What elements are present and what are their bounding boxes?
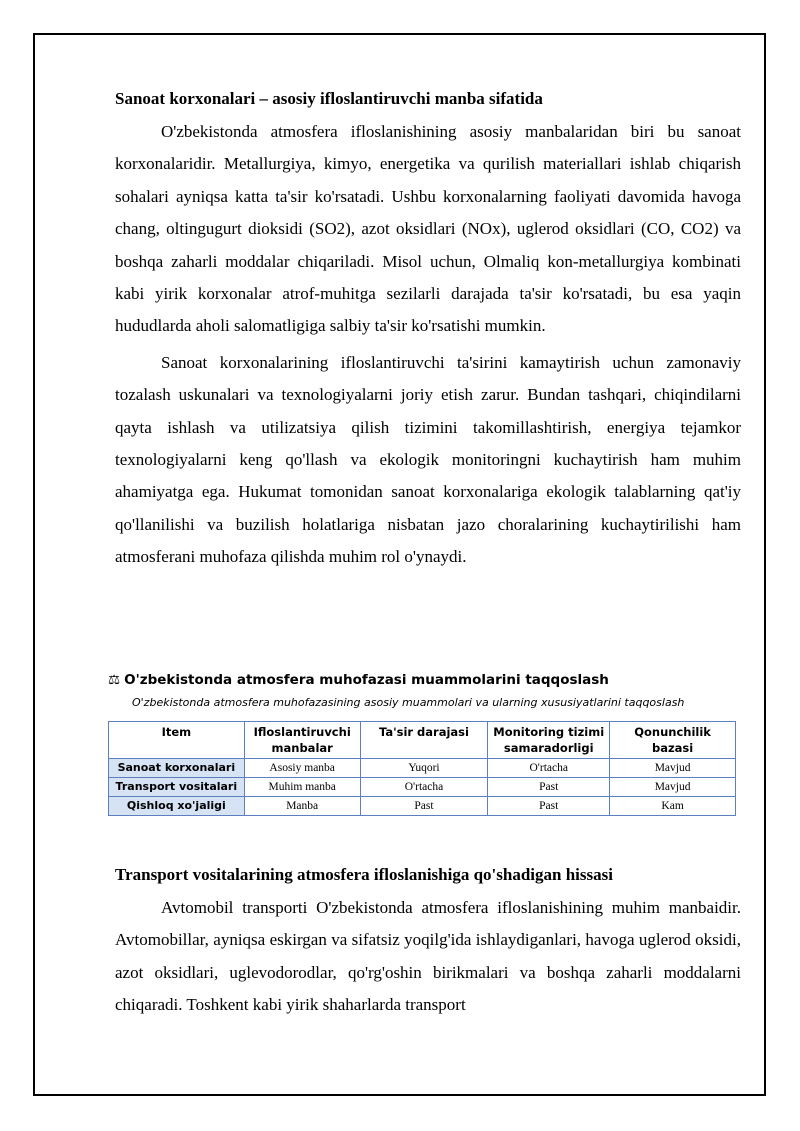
- table-row: [109, 797, 736, 816]
- table-cell: Manba: [244, 797, 360, 816]
- table-header-row: [109, 722, 736, 759]
- table-cell: O'rtacha: [360, 778, 488, 797]
- section-industry: [115, 86, 741, 574]
- row-header: Qishloq xo'jaligi: [109, 797, 245, 816]
- comparison-table: [108, 721, 736, 816]
- column-header: Item: [109, 722, 245, 759]
- table-cell: Asosiy manba: [244, 759, 360, 778]
- table-cell: Past: [488, 797, 610, 816]
- section-transport: [115, 862, 741, 1022]
- table-cell: Past: [488, 778, 610, 797]
- column-header: Monitoring tizimi samaradorligi: [488, 722, 610, 759]
- paragraph: O'zbekistonda atmosfera ifloslanishining asosiy manbalaridan biri bu sanoat korxonalaridir. Metallurgiya, kimyo, energetika va qurilish materiallari ishlab chiqarish sohalari ayniqsa katta ta'sir ko'rsatadi. Ushbu korxonalarning faoliyati davomida havoga chang, oltingugurt dioksidi (SO2), azot oksidlari (NOx), uglerod oksidlari (CO, CO2) va boshqa zaharli moddalar chiqariladi. Misol uchun, Olmaliq kon-metallurgiya kombinati kabi yirik korxonalar atrof-muhitga sezilarli darajada ta'sir ko'rsatadi, bu esa yaqin hududlarda aholi salomatligiga salbiy ta'sir ko'rsatishi mumkin.: [115, 122, 741, 336]
- section-heading: Sanoat korxonalari – asosiy ifloslantiruvchi manba sifatida: [115, 89, 543, 108]
- row-header: Transport vositalari: [109, 778, 245, 797]
- column-header: Qonunchilik bazasi: [610, 722, 736, 759]
- section-heading: Transport vositalarining atmosfera ifloslanishiga qo'shadigan hissasi: [115, 865, 613, 884]
- table-title: [108, 669, 738, 691]
- table-title-text: O'zbekistonda atmosfera muhofazasi muammolarini taqqoslash: [124, 672, 609, 688]
- balance-scale-icon: ⚖: [108, 672, 121, 688]
- comparison-table-block: [108, 669, 738, 816]
- column-header: Ta'sir darajasi: [360, 722, 488, 759]
- table-cell: Mavjud: [610, 778, 736, 797]
- paragraph: Avtomobil transporti O'zbekistonda atmosfera ifloslanishining muhim manbaidir. Avtomobillar, ayniqsa eskirgan va sifatsiz yoqilg'ida ishlaydiganlari, havoga uglerod oksidi, azot oksidlari, uglevodorodlar, qo'rg'oshin birikmalari va boshqa zaharli moddalarni chiqaradi. Toshkent kabi yirik shaharlarda transport: [115, 898, 741, 1015]
- table-row: [109, 759, 736, 778]
- table-cell: Past: [360, 797, 488, 816]
- column-header: Ifloslantiruvchi manbalar: [244, 722, 360, 759]
- paragraph: Sanoat korxonalarining ifloslantiruvchi ta'sirini kamaytirish uchun zamonaviy tozalash uskunalari va texnologiyalarni joriy etish zarur. Bundan tashqari, chiqindilarni qayta ishlash va utilizatsiya qilish tizimini takomillashtirish, energiya tejamkor texnologiyalarni keng qo'llash va ekologik monitoringni kuchaytirish ham muhim ahamiyatga ega. Hukumat tomonidan sanoat korxonalariga ekologik talablarning qat'iy qo'llanilishi va buzilish holatlariga nisbatan jazo choralarining kuchaytirilishi ham atmosferani muhofaza qilishda muhim rol o'ynaydi.: [115, 352, 741, 567]
- table-cell: Yuqori: [360, 759, 488, 778]
- table-row: [109, 778, 736, 797]
- table-cell: Muhim manba: [244, 778, 360, 797]
- row-header: Sanoat korxonalari: [109, 759, 245, 778]
- table-cell: O'rtacha: [488, 759, 610, 778]
- table-cell: Kam: [610, 797, 736, 816]
- table-cell: Mavjud: [610, 759, 736, 778]
- table-subtitle: O'zbekistonda atmosfera muhofazasining asosiy muammolari va ularning xususiyatlarini taqqoslash: [132, 696, 685, 709]
